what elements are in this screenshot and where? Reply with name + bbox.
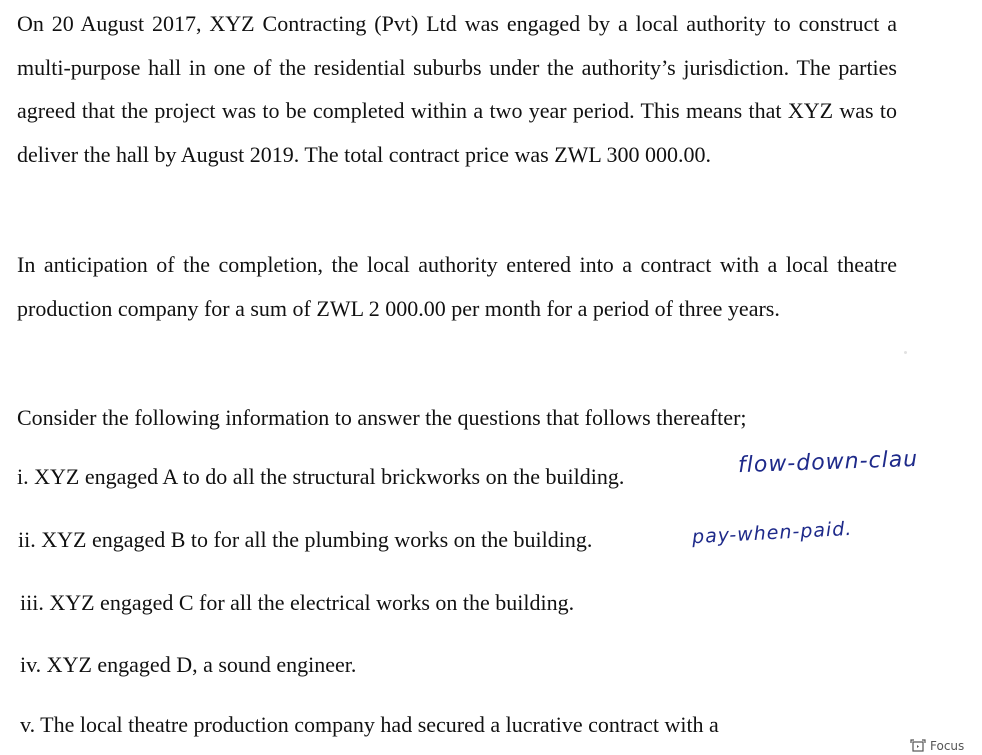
list-item-sound-engineer: iv. XYZ engaged D, a sound engineer. [20,652,357,677]
paragraph-theatre-contract: In anticipation of the completion, the local authority entered into a contract with a local theatre production company for a sum of ZWL 2 000.00 per month for a period of three years. [17,252,897,321]
list-item-electrical-works: iii. XYZ engaged C for all the electrical works on the building. [20,590,575,615]
paragraph-instructions: Consider the following information to answer the questions that follows thereafter; [17,405,747,430]
focus-icon [910,739,926,753]
list-item-theatre-contract: v. The local theatre production company had secured a lucrative contract with a [20,712,719,737]
list-item-structural-brickworks: i. XYZ engaged A to do all the structural brickworks on the building. [17,464,625,489]
focus-label: Focus [930,739,965,753]
handwritten-note-flow-down-clause: flow-down-clau [737,446,919,479]
list-item-plumbing-works: ii. XYZ engaged B to for all the plumbing works on the building. [18,527,593,552]
scroll-indicator-dot [904,351,907,354]
focus-button[interactable] [910,737,964,755]
paragraph-contract-background: On 20 August 2017, XYZ Contracting (Pvt) Ltd was engaged by a local authority to construct a multi-purpose hall in one of the residential suburbs under the authority’s jurisdiction. The parties agreed that the project was to be completed within a two year period. This means that XYZ was to deliver the hall by August 2019. The total contract price was ZWL 300 000.00. [17,11,897,167]
handwritten-note-pay-when-paid: pay-when-paid. [691,517,853,549]
